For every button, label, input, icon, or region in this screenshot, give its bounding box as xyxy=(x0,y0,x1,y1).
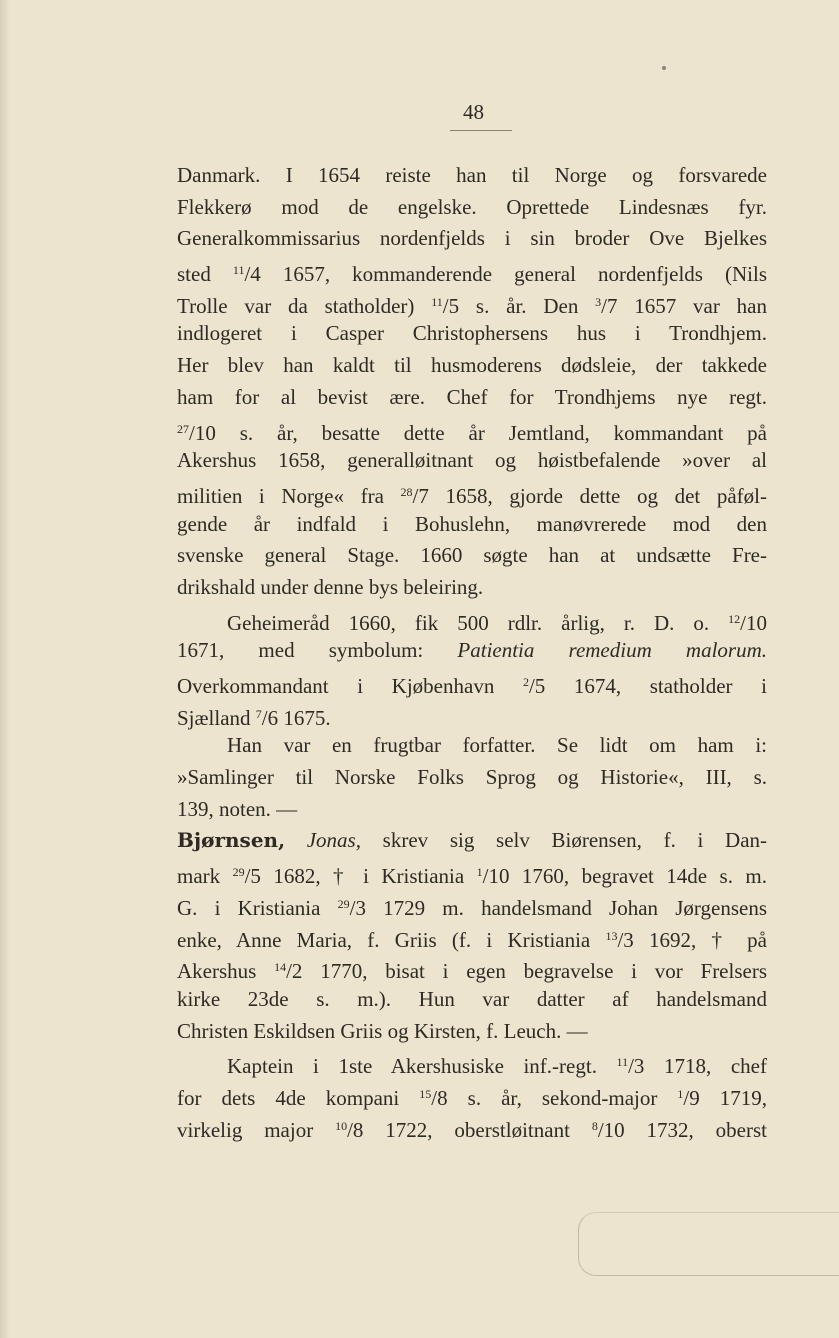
text-line: Her blev han kaldt til husmoderens dødsleie, der takkede xyxy=(177,353,767,378)
text-line: svenske general Stage. 1660 søgte han at undsætte Fre- xyxy=(177,543,767,568)
text-line: for dets 4de kompani $^{15}$/8 s. år, sekond-major $^1$/9 1719, xyxy=(177,1085,767,1110)
superscript-day: 28 xyxy=(400,484,413,499)
superscript-day: 15 xyxy=(419,1086,432,1101)
superscript-day: 10 xyxy=(335,1118,348,1133)
superscript-day: 11 xyxy=(232,263,245,278)
text-line: Akershus $^{14}$/2 1770, bisat i egen begravelse i vor Frelsers xyxy=(177,959,767,984)
entry-first-name: Jonas, xyxy=(306,828,361,853)
superscript-day: 11 xyxy=(431,294,443,309)
superscript-day: 7 xyxy=(255,706,262,721)
ink-speck xyxy=(662,66,666,70)
text-line: militien i Norge« fra $^{28}$/7 1658, gjorde dette og det påføl- xyxy=(177,483,767,508)
text-line: Trolle var da statholder) $^{11}$/5 s. år. Den $^3$/7 1657 var han xyxy=(177,293,767,318)
superscript-day: 14 xyxy=(274,960,287,975)
superscript-day: 2 xyxy=(522,675,529,689)
text-line: drikshald under denne bys beleiring. xyxy=(177,574,484,599)
superscript-day: 29 xyxy=(232,865,245,880)
page-edge xyxy=(0,0,10,1338)
text-line: Akershus 1658, generalløitnant og høistbefalende »over al xyxy=(177,448,767,473)
superscript-day: 1 xyxy=(476,865,483,880)
entry-surname: Bjørnsen, xyxy=(177,828,286,853)
body-text xyxy=(177,160,767,1142)
text-line: indlogeret i Casper Christophersens hus i Trondhjem. xyxy=(177,321,767,346)
text-line: gende år indfald i Bohuslehn, manøvrerede mod den xyxy=(177,511,767,536)
superscript-day: 11 xyxy=(616,1055,629,1070)
paragraph-2 xyxy=(177,604,767,731)
superscript-day: 8 xyxy=(591,1118,598,1133)
page-number: 48 xyxy=(463,100,484,124)
text-line: »Samlinger til Norske Folks Sprog og Historie«, III, s. xyxy=(177,765,767,790)
superscript-day: 12 xyxy=(728,611,741,626)
entry-line-text: skrev sig selv Biørensen, f. i Dan- xyxy=(382,828,767,853)
text-line: $^{27}$/10 s. år, besatte dette år Jemtland, kommandant på xyxy=(177,420,767,445)
text-line: Han var en frugtbar forfatter. Se lidt om ham i: xyxy=(227,733,767,758)
text-line: Danmark. I 1654 reiste han til Norge og forsvarede xyxy=(177,163,767,187)
text-line: Christen Eskildsen Griis og Kirsten, f. Leuch. — xyxy=(177,1018,588,1043)
text-line: Overkommandant i Kjøbenhavn $^2$/5 1674, statholder i xyxy=(177,674,767,698)
superscript-day: 3 xyxy=(595,294,602,309)
text-line: sted $^{11}$/4 1657, kommanderende general nordenfjelds (Nils xyxy=(177,262,767,287)
text-line: Generalkommissarius nordenfjelds i sin broder Ove Bjelkes xyxy=(177,226,767,251)
text-line: kirke 23de s. m.). Hun var datter af handelsmand xyxy=(177,986,767,1011)
scan-bracket-mark xyxy=(578,1212,839,1276)
text-line: 139, noten. — xyxy=(177,796,298,821)
entry-header-line xyxy=(177,825,767,857)
superscript-day: 27 xyxy=(177,421,189,436)
text-line: G. i Kristiania $^{29}$/3 1729 m. handelsmand Johan Jørgensens xyxy=(177,895,767,920)
paragraph-5 xyxy=(177,1047,767,1142)
text-line: 1671, med symbolum: Patientia remedium malorum. xyxy=(177,638,767,663)
superscript-day: 29 xyxy=(337,896,350,911)
entry-body xyxy=(177,857,767,1047)
text-line: Kaptein i 1ste Akershusiske inf.-regt. $^{11}$/3 1718, chef xyxy=(227,1054,767,1079)
text-line: enke, Anne Maria, f. Griis (f. i Kristiania $^{13}$/3 1692, † på xyxy=(177,927,767,952)
paragraph-3 xyxy=(177,730,767,825)
entry-bjornsen xyxy=(177,825,767,1047)
text-line: Sjælland $^7$/6 1675. xyxy=(177,705,331,730)
text-line: Flekkerø mod de engelske. Oprettede Lindesnæs fyr. xyxy=(177,194,767,219)
page-number-rule xyxy=(450,130,512,131)
superscript-day: 13 xyxy=(605,928,618,943)
italic-motto: Patientia remedium malorum. xyxy=(457,638,767,663)
paragraph-1 xyxy=(177,160,767,604)
text-line: virkelig major $^{10}$/8 1722, oberstløitnant $^8$/10 1732, oberst xyxy=(177,1117,767,1142)
text-line: mark $^{29}$/5 1682, † i Kristiania $^1$/10 1760, begravet 14de s. m. xyxy=(177,864,767,889)
text-line: Geheimeråd 1660, fik 500 rdlr. årlig, r. D. o. $^{12}$/10 xyxy=(227,610,767,635)
text-line: ham for al bevist ære. Chef for Trondhjems nye regt. xyxy=(177,384,767,409)
superscript-day: 1 xyxy=(677,1086,684,1101)
